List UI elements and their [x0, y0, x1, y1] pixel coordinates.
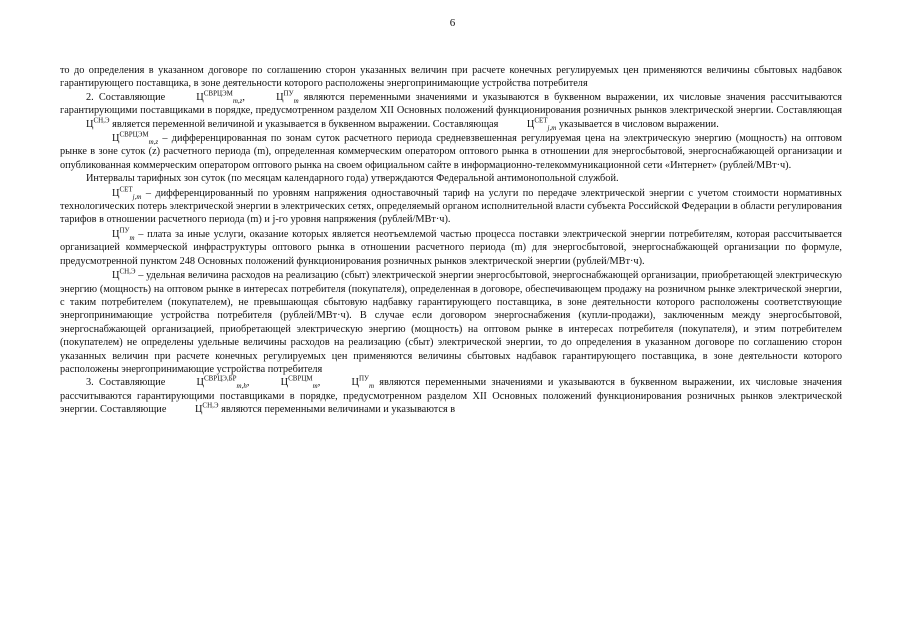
- symbol-pu: $Ц^{ПУ}_m$: [112, 226, 135, 242]
- symbol-sne: $Ц^{СН,Э}$: [194, 401, 219, 416]
- paragraph-continuation: то до определения в указанном договоре по соглашению сторон указанных величин при расчете конечных регулируемых цен применяются величины сбытовых надбавок гарантирующего поставщика, в зоне деятельности которого расположены энергопринимающие устройства потребителя: [60, 65, 842, 90]
- symbol-sne: $Ц^{СН,Э}$: [86, 116, 110, 130]
- symbol-set: $Ц^{СЕТ}_{j,m}$: [526, 116, 557, 132]
- symbol-pu: $Ц^{ПУ}_m$: [351, 374, 375, 391]
- paragraph-tariff-zones: Интервалы тарифных зон суток (по месяцам календарного года) утверждаются Федеральной антимонопольной службой.: [86, 173, 619, 185]
- symbol-svrtseb: $Ц^{СВРЦЭ,БР}_{m,h}$: [196, 374, 247, 391]
- symbol-sne: $Ц^{СН,Э}$: [112, 267, 136, 282]
- symbol-svrtsem: $Ц^{СВРЦЭМ}_{m,z}$: [112, 130, 159, 147]
- symbol-pu: $Ц^{ПУ}_m$: [276, 89, 299, 105]
- symbol-set: $Ц^{СЕТ}_{j,m}$: [112, 185, 142, 201]
- symbol-svrtsem: $Ц^{СВРЦЭМ}_{m,z}$: [196, 89, 243, 105]
- definition-pu: $Ц^{ПУ}_m$ – плата за иные услуги, оказание которых является неотъемлемой частью процесса поставки электрической энергии потребителям, которая рассчитывается организацией коммерческой инфраструктуры оптового рынка в отношении расчетного периода (m) для энергосбытовой, энергоснабжающей организации по формуле, предусмотренной пунктом 248 Основных положений функционирования розничных рынков электрической энергии (рублей/МВт·ч).: [60, 226, 842, 267]
- definition-svrtsem: $Ц^{СВРЦЭМ}_{m,z}$ – дифференцированная по зонам суток расчетного периода средневзвешенная регулируемая цена на электрическую энергию (мощность) на оптовом рынке в зоне суток (z) расчетного периода (m), определенная коммерческим оператором оптового рынка в отношении для энергосбытовой, энергоснабжающей организации и опубликованная коммерческим оператором оптового рынка на своем официальном сайте в информационно-телекоммуникационной сети «Интернет» (рублей/МВт·ч).: [60, 130, 842, 171]
- paragraph-3: 3. Составляющие $Ц^{СВРЦЭ,БР}_{m,h}$, $Ц^{СВРЦМ}_m$, $Ц^{ПУ}_m$ являются переменными значениями и указываются в буквенном выражении, их числовые значения рассчитываются гарантирующими поставщиками в порядке, предусмотренном разделом XII Основных положений функционирования розничных рынков электрической энергии. Составляющие $Ц^{СН,Э}$ являются переменными величинами и указываются в: [60, 374, 843, 416]
- symbol-svrtsm: $Ц^{СВРЦМ}_m$: [280, 374, 318, 391]
- page-number: 6: [449, 17, 456, 29]
- definition-set: $Ц^{СЕТ}_{j,m}$ – дифференцированный по уровням напряжения одноставочный тариф на услуги по передаче электрической энергии с учетом стоимости нормативных технологических потерь электрической энергии в электрических сетях, определяемый органом исполнительной власти субъекта Российской Федерации в области регулирования тарифов в отношении расчетного периода (m) и j-го уровня напряжения (рублей/МВт·ч).: [60, 185, 842, 226]
- paragraph-2: 2. Составляющие $Ц^{СВРЦЭМ}_{m,z}$, $Ц^{ПУ}_m$ являются переменными значениями и указываются в буквенном выражении, их числовые значения рассчитываются гарантирующими поставщиками в порядке, предусмотренном разделом XII Основных положений функционирования розничных рынков электрической энергии. Составляющая $Ц^{СН,Э}$ является переменной величиной и указывается в буквенном выражении. Составляющая $Ц^{СЕТ}_{j,m}$ указывается в числовом выражении.: [60, 89, 842, 132]
- document-body: [60, 64, 842, 417]
- definition-sne: $Ц^{СН,Э}$ – удельная величина расходов на реализацию (сбыт) электрической энергии энергосбытовой, энергоснабжающей организации, приобретающей электрическую энергию (мощность) на оптовом рынке в интересах потребителя (покупателя), определенная в договоре, обеспечивающем продажу на розничном рынке электрической энергии, с таким потребителем (покупателем), не превышающая сбытовую надбавку гарантирующего поставщика, в зоне деятельности которого расположены соответствующие энергопринимающие устройства потребителя (рублей/МВт·ч). В случае если договором энергоснабжения (купли-продажи), заключенным между энергосбытовой, энергоснабжающей организацией, приобретающей электрическую энергию (мощность) на оптовом рынке в интересах потребителя (покупателя), и этим потребителем (покупателем) не определены удельные величины расходов на реализацию (сбыт) электрической энергии, то до определения в указанном договоре по соглашению сторон указанных величин при расчете конечных регулируемых цен применяются величины сбытовых надбавок гарантирующего поставщика, в зоне деятельности которого расположены энергопринимающие устройства потребителя: [60, 267, 842, 375]
